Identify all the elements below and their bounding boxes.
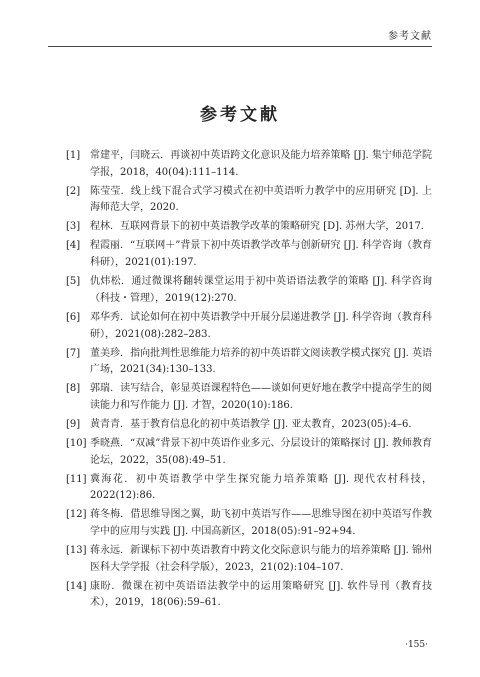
reference-item	[66, 148, 432, 181]
reference-item	[66, 507, 432, 540]
page-number: ·155·	[405, 640, 428, 650]
reference-number: [6]	[66, 311, 81, 323]
reference-item	[66, 436, 432, 469]
reference-text: 程霞丽．“互联网＋”背景下初中英语教学改革与创新研究 [J]. 科学咨询（教育科研），2021(01):197.	[90, 240, 432, 269]
reference-text: 常建平，闫晓云．再谈初中英语跨文化意识及能力培养策略 [J]. 集宁师范学院学报，2018，40(04):111–114.	[90, 150, 432, 178]
running-header: 参考文献	[388, 31, 432, 42]
reference-item	[66, 346, 432, 379]
reference-list	[66, 148, 432, 614]
reference-text: 董美珍．指向批判性思维能力培养的初中英语群文阅读教学模式探究 [J]. 英语广场，2021(34):130–133.	[90, 347, 432, 376]
reference-item	[66, 417, 432, 434]
reference-number: [11]	[66, 473, 87, 485]
reference-text: 蒋永远．新课标下初中英语教育中跨文化交际意识与能力的培养策略 [J]. 锦州医科大学学报（社会科学版），2023，21(02):104–107.	[90, 545, 432, 573]
page-title: 参考文献	[200, 105, 280, 125]
reference-number: [3]	[66, 221, 81, 233]
reference-number: [9]	[66, 418, 81, 430]
reference-text: 陈莹莹．线上线下混合式学习模式在初中英语听力教学中的应用研究 [D]. 上海师范大学，2020.	[90, 185, 432, 214]
reference-number: [5]	[66, 276, 81, 288]
reference-number: [10]	[66, 437, 87, 449]
reference-number: [12]	[66, 509, 87, 521]
reference-text: 季晓燕．“双减”背景下初中英语作业多元、分层设计的策略探讨 [J]. 教师教育论坛，2022，35(08):49–51.	[90, 437, 432, 466]
reference-text: 冀海花．初中英语教学中学生探究能力培养策略 [J]. 现代农村科技，2022(12):86.	[90, 473, 432, 502]
reference-item	[66, 543, 432, 576]
reference-item	[66, 238, 432, 271]
reference-item	[66, 219, 432, 236]
reference-number: [14]	[66, 580, 87, 592]
reference-text: 邓华秀．试论如何在初中英语教学中开展分层递进教学 [J]. 科学咨询（教育科研），2021(08):282–283.	[90, 311, 432, 340]
reference-number: [8]	[66, 383, 81, 395]
reference-text: 程林．互联网背景下的初中英语教学改革的策略研究 [D]. 苏州大学，2017.	[90, 221, 424, 233]
reference-item	[66, 472, 432, 505]
reference-item	[66, 310, 432, 343]
reference-item	[66, 184, 432, 217]
reference-number: [4]	[66, 240, 81, 252]
reference-text: 仇炜松．通过微课将翻转课堂运用于初中英语语法教学的策略 [J]. 科学咨询（科技・管理），2019(12):270.	[90, 276, 432, 304]
reference-text: 黄青青．基于教育信息化的初中英语教学 [J]. 亚太教育，2023(05):4–6.	[90, 418, 412, 430]
reference-item	[66, 381, 432, 414]
reference-number: [7]	[66, 347, 81, 359]
reference-text: 康盼．微课在初中英语语法教学中的运用策略研究 [J]. 软件导刊（教育技术），2019，18(06):59–61.	[90, 580, 432, 609]
reference-text: 郭瑞．读写结合，彰显英语课程特色——谈如何更好地在教学中提高学生的阅读能力和写作能力 [J]. 才智，2020(10):186.	[90, 383, 432, 411]
reference-number: [1]	[66, 150, 81, 161]
reference-text: 蒋冬梅．借思维导图之翼，助飞初中英语写作——思维导图在初中英语写作教学中的应用与实践 [J]. 中国高新区，2018(05):91–92+94.	[90, 509, 432, 538]
reference-number: [2]	[66, 185, 81, 197]
reference-number: [13]	[66, 545, 87, 557]
header-rule	[48, 46, 432, 47]
reference-item	[66, 579, 432, 612]
reference-item	[66, 274, 432, 307]
